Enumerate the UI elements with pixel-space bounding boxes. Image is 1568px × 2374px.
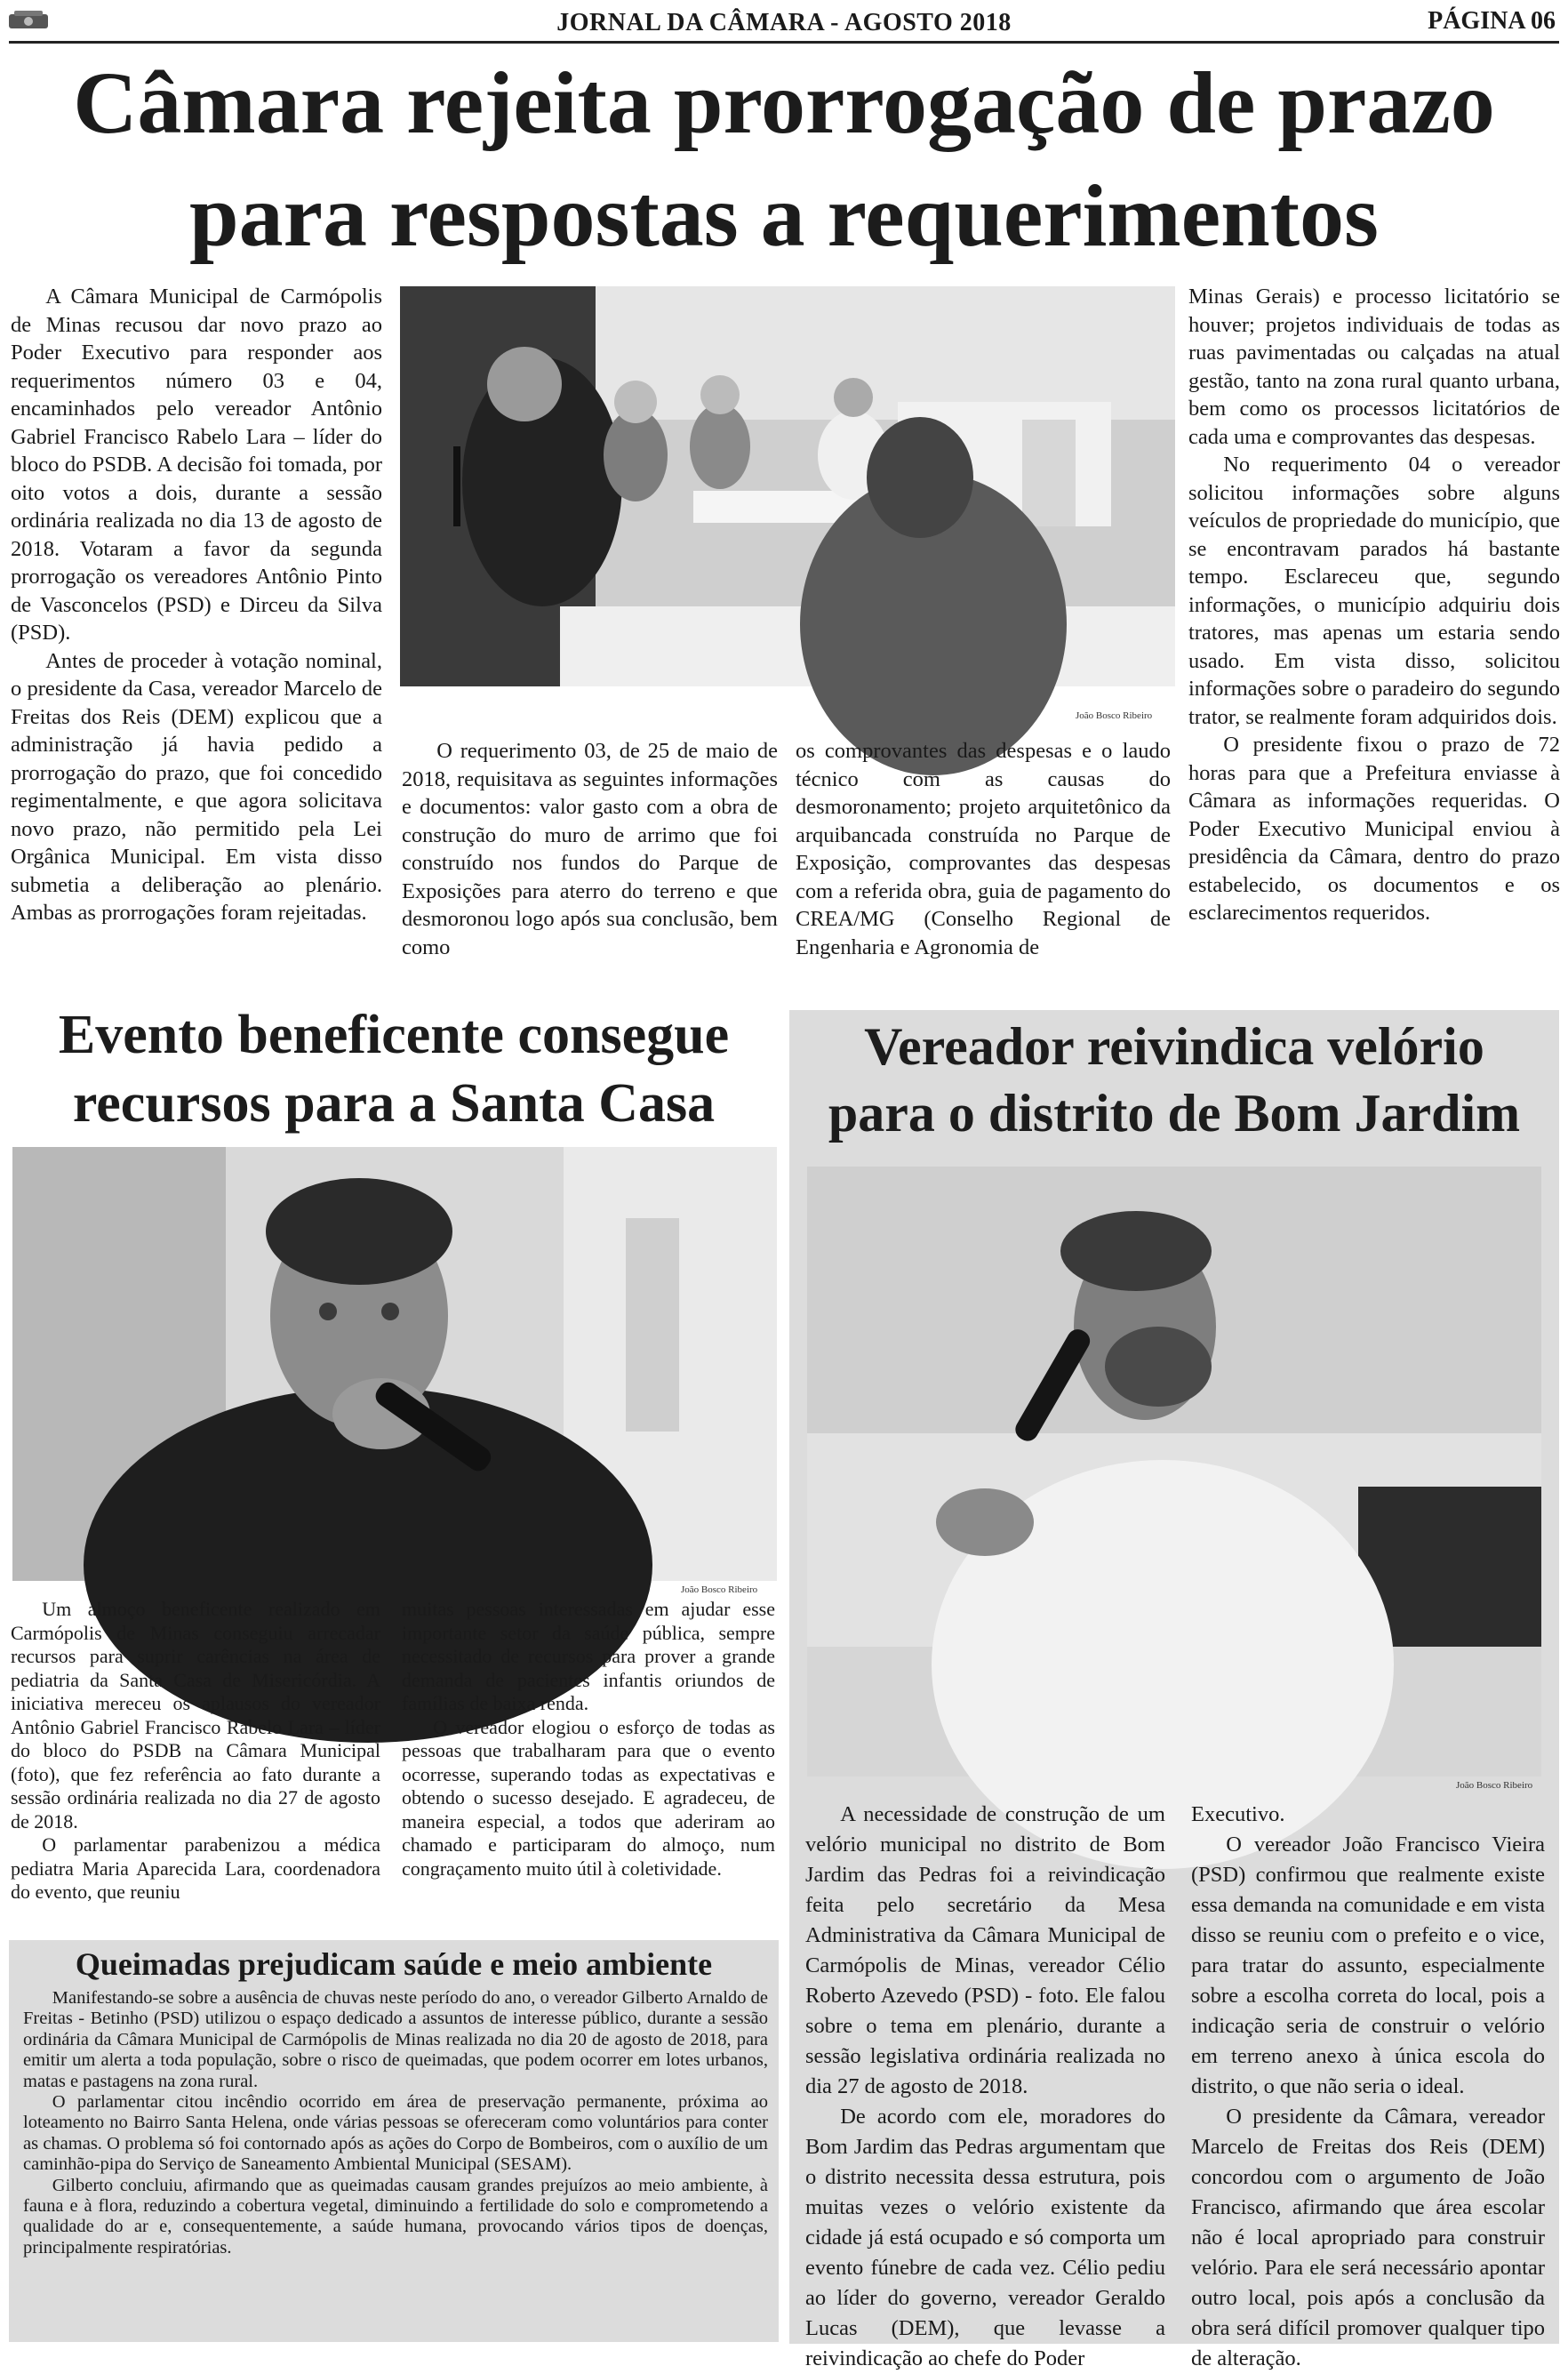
paragraph: Minas Gerais) e processo licitatório se houver; projetos individuais de todas as ruas pavimentadas ou calçadas na atual gestão, tanto na zona rural quanto urbana, bem como os processos licitatórios de cada uma e comprovantes das despesas. <box>1188 285 1560 449</box>
main-story-col3 <box>796 737 1171 1004</box>
speaker-illustration <box>807 1167 1541 1776</box>
journal-title: JORNAL DA CÂMARA - AGOSTO 2018 <box>556 9 1012 36</box>
paragraph: Manifestando-se sobre a ausência de chuvas neste período do ano, o vereador Gilberto Arnaldo de Freitas - Betinho (PSD) utilizou o espaço dedicado a assuntos de interesse público, durante a sessão ordinária da Câmara Municipal de Carmópolis de Minas realizada no dia 20 de agosto de 2018, para emitir um alerta a toda população, sobre o risco de queimadas, que podem ocorrer em lotes urbanos, matas e pastagens na zona rural. <box>23 1988 768 2091</box>
paragraph: Gilberto concluiu, afirmando que as queimadas causam grandes prejuízos ao meio ambiente, à fauna e à flora, reduzindo a cobertura vegetal, diminuindo a fertilidade do solo e comprometendo a qualidade do ar e, consequentemente, a saúde humana, provocando vários tipos de doenças, principalmente respiratórias. <box>23 2175 768 2258</box>
velorio-headline: Vereador reivindica velório para o distrito de Bom Jardim <box>828 1017 1521 1143</box>
main-story-col4 <box>1188 283 1560 1003</box>
photo-credit: João Bosco Ribeiro <box>1456 1780 1533 1791</box>
evento-col1 <box>11 1598 380 1927</box>
main-story-col2 <box>402 737 778 1004</box>
paragraph: A Câmara Municipal de Carmópolis de Minas recusou dar novo prazo ao Poder Executivo para responder aos requerimentos número 03 e 04, encaminhados pelo vereador Antônio Gabriel Francisco Rabelo Lara – líder do bloco do PSDB. A decisão foi tomada, por oito votos a dois, durante a sessão ordinária realizada no dia 13 de agosto de 2018. Votaram a favor da segunda prorrogação os vereadores Antônio Pinto de Vasconcelos (PSD) e Dirceu da Silva (PSD). <box>11 285 382 645</box>
paragraph: O vereador elogiou o esforço de todas as pessoas que trabalharam para que o evento ocorresse, superando todas as expectativas e obtendo o sucesso desejado. E agradeceu, de maneira especial, a todos que aderiram ao chamado e participaram do almoço, num congraçamento muito útil à coletividade. <box>402 1715 775 1880</box>
evento-headline: Evento beneficente consegue recursos para a Santa Casa <box>58 1005 730 1134</box>
page-number: PÁGINA 06 <box>1428 7 1556 35</box>
photo-credit: João Bosco Ribeiro <box>681 1584 758 1595</box>
queimadas-box <box>9 1940 779 2342</box>
queimadas-headline: Queimadas prejudicam saúde e meio ambiente <box>75 1946 713 1982</box>
queimadas-body <box>23 1988 768 2337</box>
velorio-col2 <box>1191 1800 1545 2370</box>
paragraph: Executivo. <box>1191 1802 1285 1826</box>
paragraph: De acordo com ele, moradores do Bom Jardim das Pedras argumentam que o distrito necessita dessa estrutura, pois muitas vezes o velório existente da cidade já está ocupado e só comporta um evento fúnebre de cada vez. Célio pediu ao líder do governo, vereador Geraldo Lucas (DEM), que levasse a reivindicação ao chefe do Poder <box>805 2105 1165 2370</box>
evento-col2 <box>402 1598 775 1927</box>
paragraph: muitas pessoas interessadas em ajudar esse importante setor da saúde pública, sempre necessitado de recursos para prover a grande demanda de pacientes infantis oriundos de famílias de baixa renda. <box>402 1598 775 1714</box>
paragraph: os comprovantes das despesas e o laudo técnico com as causas do desmoronamento; projeto arquitetônico da arquibancada construída no Parque de Exposição, comprovantes das despesas com a referida obra, guia de pagamento do CREA/MG (Conselho Regional de Engenharia e Agronomia de <box>796 739 1171 959</box>
photo-vereador-antonio <box>12 1147 777 1581</box>
paragraph: O parlamentar citou incêndio ocorrido em área de preservação permanente, próxima ao loteamento no Bairro Santa Helena, onde várias pessoas se ofereceram como voluntários para conter as chamas. O problema só foi contornado após as ações do Corpo de Bombeiros, com o auxílio de um caminhão-pipa do Serviço de Saneamento Ambiental Municipal (SESAM). <box>23 2092 768 2175</box>
paragraph: O presidente da Câmara, vereador Marcelo de Freitas dos Reis (DEM) concordou com o argumento de João Francisco, afirmando que área escolar não é local apropriado para construir velório. Para ele será necessário apontar outro local, pois após a conclusão da obra será difícil promover qualquer tipo de alteração. <box>1191 2105 1545 2370</box>
paragraph: A necessidade de construção de um velório municipal no distrito de Bom Jardim das Pedras foi a reivindicação feita pelo secretário da Mesa Administrativa da Câmara Municipal de Carmópolis de Minas, vereador Célio Roberto Azevedo (PSD) - foto. Ele falou sobre o tema em plenário, durante a sessão legislativa ordinária realizada no dia 27 de agosto de 2018. <box>805 1802 1165 2098</box>
paragraph: O presidente fixou o prazo de 72 horas para que a Prefeitura enviasse à Câmara as informações requeridas. O Poder Executivo Municipal enviou à presidência da Câmara, dentro do prazo estabelecido, os documentos e os esclarecimentos requeridos. <box>1188 733 1560 925</box>
velorio-col1 <box>805 1800 1165 2370</box>
photo-vereador-celio <box>807 1167 1541 1776</box>
header-rule <box>9 41 1559 44</box>
main-headline: Câmara rejeita prorrogação de prazo para respostas a requerimentos <box>73 53 1495 265</box>
paragraph: Antes de proceder à votação nominal, o presidente da Casa, vereador Marcelo de Freitas dos Reis (DEM) explicou que a administração já havia pedido a prorrogação do prazo, que foi concedido regimentalmente, e que agora solicitava novo prazo, não permitido pela Lei Orgânica Municipal. Em vista disso submetia a deliberação ao plenário. Ambas as prorrogações foram rejeitadas. <box>11 648 382 925</box>
speaker-illustration <box>12 1147 777 1581</box>
council-meeting-illustration <box>400 286 1175 686</box>
paragraph: Um almoço beneficente realizado em Carmópolis de Minas conseguiu arrecadar recursos para suprir carências na área de pediatria da Santa Casa de Misericórdia. A iniciativa mereceu os aplausos do vereador Antônio Gabriel Francisco Rabelo Lara – líder do bloco do PSDB na Câmara Municipal (foto), que fez referência ao fato durante a sessão ordinária realizada no dia 27 de agosto de 2018. <box>11 1598 380 1833</box>
main-story-col1 <box>11 283 382 994</box>
paragraph: O parlamentar parabenizou a médica pediatra Maria Aparecida Lara, coordenadora do evento, que reuniu <box>11 1833 380 1903</box>
velorio-box <box>789 1010 1559 2370</box>
photo-council-meeting <box>400 286 1175 686</box>
paragraph: No requerimento 04 o vereador solicitou informações sobre alguns veículos de propriedade do município, que se encontravam parados há bastante tempo. Esclareceu que, segundo informações, o município adquiriu dois tratores, mas apenas um estaria sendo usado. Em vista disso, solicitou informações sobre o paradeiro do segundo trator, se realmente foram adquiridos dois. <box>1188 453 1560 729</box>
paragraph: O vereador João Francisco Vieira (PSD) confirmou que realmente existe essa demanda na comunidade e em vista disso se reuniu com o prefeito e o vice, para tratar do assunto, especialmente sobre a escolha correta do local, pois a indicação seria de construir o velório em terreno anexo à única escola do distrito, o que não seria o ideal. <box>1191 1833 1545 2098</box>
photo-credit: João Bosco Ribeiro <box>1076 710 1153 721</box>
paragraph: O requerimento 03, de 25 de maio de 2018, requisitava as seguintes informações e documentos: valor gasto com a obra de construção do muro de arrimo que foi construído nos fundos do Parque de Exposições para aterro do terreno e que desmoronou logo após sua conclusão, bem como <box>402 739 778 959</box>
